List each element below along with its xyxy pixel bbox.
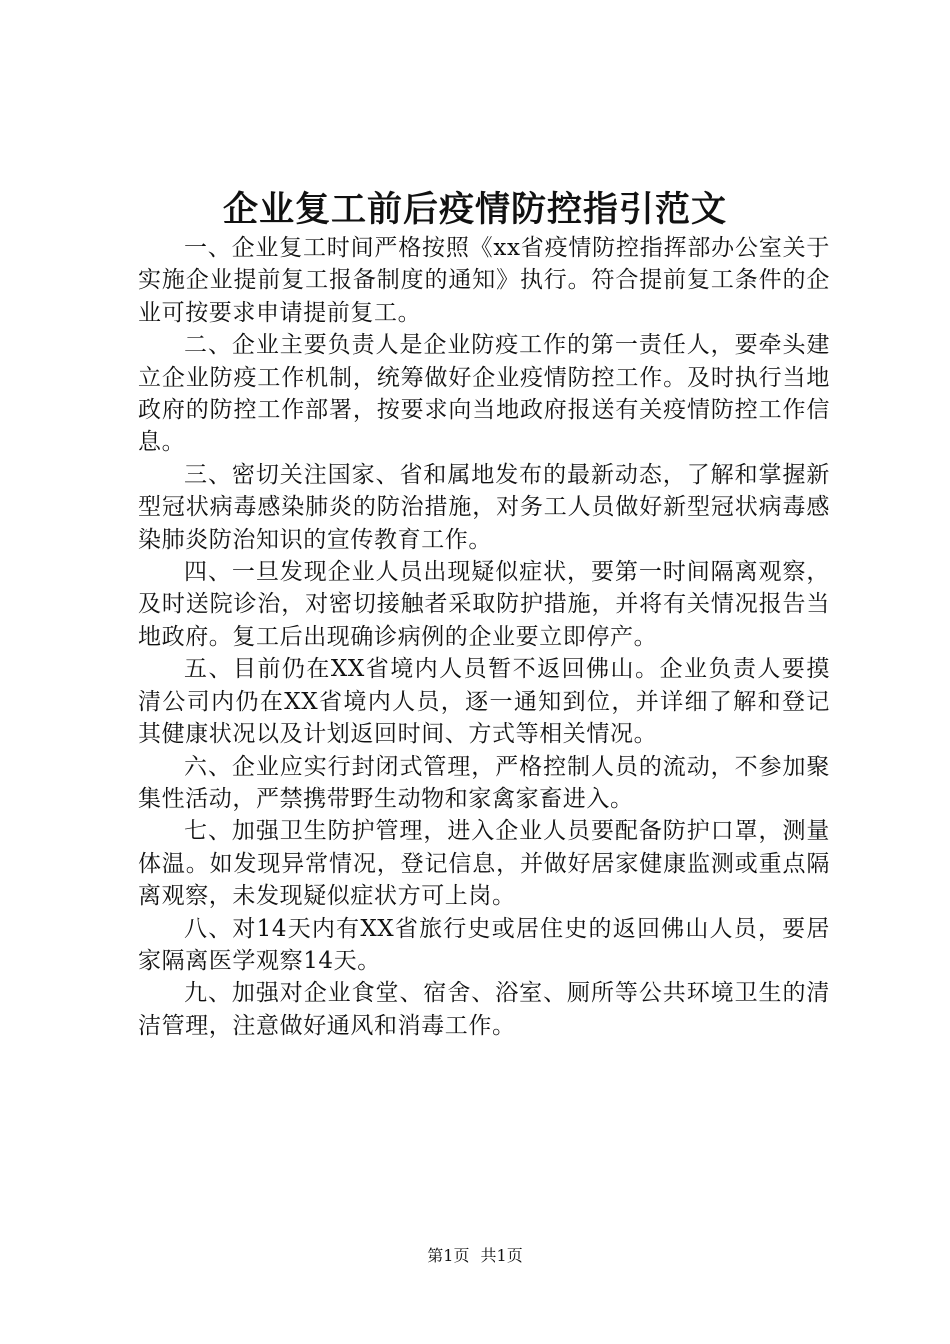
page-total: 共1页 [480,1246,523,1265]
paragraph-5: 五、目前仍在XX省境内人员暂不返回佛山。企业负责人要摸清公司内仍在XX省境内人员，逐一通知到位，并详细了解和登记其健康状况以及计划返回时间、方式等相关情况。 [138,656,830,748]
document-body [138,232,830,1042]
document-title: 企业复工前后疫情防控指引范文 [222,189,727,230]
paragraph-2: 二、企业主要负责人是企业防疫工作的第一责任人，要牵头建立企业防疫工作机制，统筹做好企业疫情防控工作。及时执行当地政府的防控工作部署，按要求向当地政府报送有关疫情防控工作信息。 [138,332,830,456]
paragraph-3: 三、密切关注国家、省和属地发布的最新动态，了解和掌握新型冠状病毒感染肺炎的防治措施，对务工人员做好新型冠状病毒感染肺炎防治知识的宣传教育工作。 [138,461,830,553]
paragraph-4: 四、一旦发现企业人员出现疑似症状，要第一时间隔离观察，及时送院诊治，对密切接触者采取防护措施，并将有关情况报告当地政府。复工后出现确诊病例的企业要立即停产。 [138,559,830,650]
paragraph-1: 一、企业复工时间严格按照《xx省疫情防控指挥部办公室关于实施企业提前复工报备制度的通知》执行。符合提前复工条件的企业可按要求申请提前复工。 [138,235,830,326]
paragraph-8: 八、对14天内有XX省旅行史或居住史的返回佛山人员，要居家隔离医学观察14天。 [138,915,830,974]
paragraph-9: 九、加强对企业食堂、宿舍、浴室、厕所等公共环境卫生的清洁管理，注意做好通风和消毒工作。 [138,980,830,1039]
page-number: 第1页 [427,1246,470,1265]
page-footer [0,1245,950,1267]
paragraph-7: 七、加强卫生防护管理，进入企业人员要配备防护口罩，测量体温。如发现异常情况，登记信息，并做好居家健康监测或重点隔离观察，未发现疑似症状方可上岗。 [138,818,830,910]
paragraph-6: 六、企业应实行封闭式管理，严格控制人员的流动，不参加聚集性活动，严禁携带野生动物和家禽家畜进入。 [138,753,830,812]
